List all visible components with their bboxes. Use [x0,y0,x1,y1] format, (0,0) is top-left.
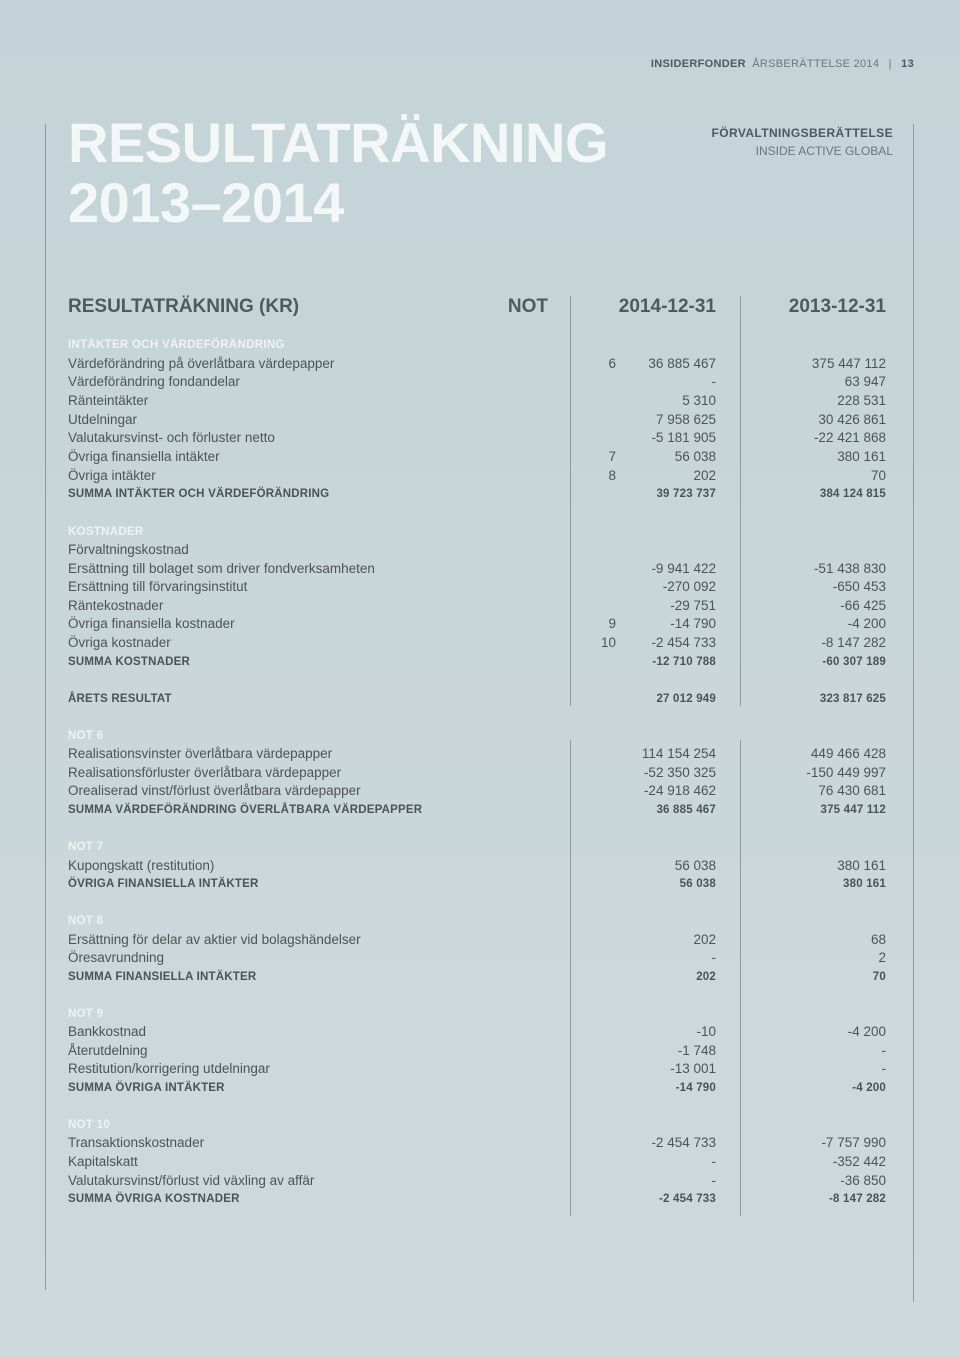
page-title-line-1: RESULTATRÄKNING [68,111,609,174]
section-heading [68,838,888,857]
section-heading [68,727,888,746]
row-value-2014: -2 454 733 [651,635,716,650]
row-label: Restitution/korrigering utdelningar [68,1061,270,1076]
row-label: Värdeförändring på överlåtbara värdepapper [68,356,335,371]
table-row [68,782,888,801]
row-value-2014: -14 790 [670,616,716,631]
row-value-2014: -12 710 788 [652,656,716,668]
row-label: SUMMA KOSTNADER [68,656,191,668]
row-note: 10 [600,635,616,650]
table-header-2013: 2013-12-31 [788,296,886,317]
row-label: SUMMA ÖVRIGA KOSTNADER [68,1193,240,1205]
total-row [68,875,888,894]
row-label: ÖVRIGA FINANSIELLA INTÄKTER [68,878,259,890]
row-value-2013: -8 147 282 [829,1193,886,1205]
row-value-2014: -13 001 [670,1061,716,1076]
row-value-2014: 56 038 [674,449,716,464]
right-margin-rule [913,124,914,1302]
row-label: Övriga intäkter [68,468,156,483]
row-label: Realisationsförluster överlåtbara värdepapper [68,765,342,780]
fund-name: INSIDE ACTIVE GLOBAL [755,144,893,158]
row-label: Valutakursvinst/förlust vid växling av affär [68,1173,315,1188]
table-row [68,931,888,950]
row-value-2013: 323 817 625 [819,693,886,705]
row-value-2014: -52 350 325 [643,765,716,780]
row-value-2014: 56 038 [679,878,716,890]
row-value-2013: -66 425 [840,598,886,613]
row-value-2013: -650 453 [832,579,886,594]
table-header-note: NOT [507,296,548,317]
table-row [68,448,888,467]
row-value-2013: -8 147 282 [821,635,886,650]
row-label: Ersättning till förvaringsinstitut [68,579,248,594]
row-value-2013: 2 [878,950,886,965]
page-title-line-2: 2013–2014 [68,171,344,234]
row-value-2013: 68 [870,932,886,947]
row-value-2013: 449 466 428 [810,746,886,761]
row-value-2014: -2 454 733 [659,1193,716,1205]
row-value-2013: 380 161 [837,858,886,873]
section-heading [68,912,888,931]
row-label: Övriga finansiella intäkter [68,449,220,464]
row-value-2014: 27 012 949 [656,693,716,705]
table-row [68,373,888,392]
row-value-2014: - [711,950,716,965]
section-heading [68,1116,888,1135]
row-value-2013: -352 442 [832,1154,886,1169]
table-row [68,764,888,783]
row-label: NOT 7 [68,841,104,853]
row-label: INTÄKTER OCH VÄRDEFÖRÄNDRING [68,339,285,351]
report-name: ÅRSBERÄTTELSE 2014 [752,58,880,70]
table-header-label: RESULTATRÄKNING (KR) [68,296,300,317]
row-label: SUMMA ÖVRIGA INTÄKTER [68,1082,225,1094]
row-value-2013: 375 447 112 [811,356,886,371]
row-value-2013: 30 426 861 [818,412,886,427]
row-label: Ersättning till bolaget som driver fondverksamheten [68,561,375,576]
row-value-2013: 70 [870,468,886,483]
row-value-2014: 5 310 [682,393,716,408]
row-value-2013: 228 531 [837,393,886,408]
row-value-2014: 202 [696,971,716,983]
row-value-2014: -29 751 [670,598,716,613]
table-row [68,1060,888,1079]
page-title [68,113,608,233]
row-value-2013: 375 447 112 [820,804,886,816]
total-row [68,653,888,672]
row-value-2014: -1 748 [677,1043,716,1058]
row-value-2014: -2 454 733 [651,1135,716,1150]
table-row [68,949,888,968]
section-name: FÖRVALTNINGSBERÄTTELSE [711,126,893,140]
row-label: Valutakursvinst- och förluster netto [68,430,275,445]
section-heading [68,1005,888,1024]
row-note: 7 [608,449,616,464]
row-value-2013: -36 850 [840,1173,886,1188]
total-row [68,968,888,987]
section-subheader [712,124,893,160]
row-label: Ränteintäkter [68,393,149,408]
row-value-2014: 7 958 625 [655,412,716,427]
table-header-2014: 2014-12-31 [618,296,716,317]
row-label: SUMMA FINANSIELLA INTÄKTER [68,971,257,983]
row-label: Utdelningar [68,412,138,427]
row-value-2013: 380 161 [837,449,886,464]
row-value-2014: 36 885 467 [656,804,716,816]
row-value-2014: - [711,374,716,389]
row-label: Transaktionskostnader [68,1135,205,1150]
row-value-2013: 70 [872,971,886,983]
row-value-2013: - [881,1061,886,1076]
total-row [68,1190,888,1209]
row-value-2014: 114 154 254 [641,746,716,761]
row-label: SUMMA INTÄKTER OCH VÄRDEFÖRÄNDRING [68,488,330,500]
row-value-2014: -270 092 [662,579,716,594]
table-row [68,597,888,616]
row-label: Kapitalskatt [68,1154,138,1169]
row-value-2014: 202 [693,468,716,483]
row-label: Övriga kostnader [68,635,171,650]
row-label: KOSTNADER [68,526,144,538]
row-value-2013: -22 421 868 [813,430,886,445]
row-value-2013: -150 449 997 [806,765,886,780]
total-row [68,690,888,709]
table-row [68,578,888,597]
table-row [68,355,888,374]
table-row [68,1134,888,1153]
row-label: NOT 9 [68,1008,104,1020]
row-value-2014: 39 723 737 [656,488,716,500]
total-row [68,485,888,504]
row-value-2014: 56 038 [674,858,716,873]
page-number: 13 [901,58,914,70]
table-row [68,429,888,448]
row-value-2013: 384 124 815 [819,488,886,500]
header-separator: | [888,58,892,70]
row-label: NOT 6 [68,730,104,742]
row-value-2014: -5 181 905 [651,430,716,445]
table-row [68,615,888,634]
table-row [68,560,888,579]
row-value-2013: -7 757 990 [821,1135,886,1150]
table-row [68,745,888,764]
table-row [68,634,888,653]
row-note: 8 [608,468,616,483]
row-label: NOT 10 [68,1119,111,1131]
row-label: Orealiserad vinst/förlust överlåtbara värdepapper [68,783,361,798]
row-label: Bankkostnad [68,1024,147,1039]
row-label: Återutdelning [68,1043,148,1058]
row-value-2014: - [711,1173,716,1188]
table-row [68,1023,888,1042]
section-heading [68,523,888,542]
row-label: Övriga finansiella kostnader [68,616,235,631]
table-row [68,467,888,486]
row-label: NOT 8 [68,915,104,927]
running-header [651,58,914,70]
section-heading [68,336,888,355]
row-label: Ersättning för delar av aktier vid bolagshändelser [68,932,361,947]
row-note: 6 [608,356,616,371]
table-row [68,857,888,876]
row-value-2013: 380 161 [843,878,886,890]
table-row [68,392,888,411]
row-value-2013: -4 200 [847,616,886,631]
row-label: SUMMA VÄRDEFÖRÄNDRING ÖVERLÅTBARA VÄRDEPAPPER [68,804,423,816]
brand-name: INSIDERFONDER [650,58,746,70]
row-note: 9 [608,616,616,631]
row-label: Kupongskatt (restitution) [68,858,215,873]
row-value-2013: 63 947 [844,374,886,389]
total-row [68,801,888,820]
table-row [68,541,888,560]
row-value-2014: -10 [696,1024,716,1039]
table-row [68,1042,888,1061]
row-value-2014: - [711,1154,716,1169]
left-margin-rule [45,124,46,1290]
row-value-2014: 36 885 467 [648,356,716,371]
row-value-2014: -14 790 [675,1082,716,1094]
row-label: Öresavrundning [68,950,165,965]
row-value-2013: -60 307 189 [822,656,886,668]
row-label: Räntekostnader [68,598,164,613]
row-value-2013: -4 200 [847,1024,886,1039]
table-row [68,1153,888,1172]
row-value-2014: -24 918 462 [643,783,716,798]
row-label: Värdeförändring fondandelar [68,374,240,389]
row-value-2014: -9 941 422 [651,561,716,576]
row-label: Förvaltningskostnad [68,542,189,557]
row-value-2013: - [881,1043,886,1058]
row-value-2013: -4 200 [852,1082,886,1094]
table-row [68,411,888,430]
row-value-2014: 202 [693,932,716,947]
total-row [68,1079,888,1098]
table-row [68,1172,888,1191]
row-label: Realisationsvinster överlåtbara värdepapper [68,746,333,761]
row-label: ÅRETS RESULTAT [68,693,172,705]
row-value-2013: -51 438 830 [813,561,886,576]
row-value-2013: 76 430 681 [818,783,886,798]
